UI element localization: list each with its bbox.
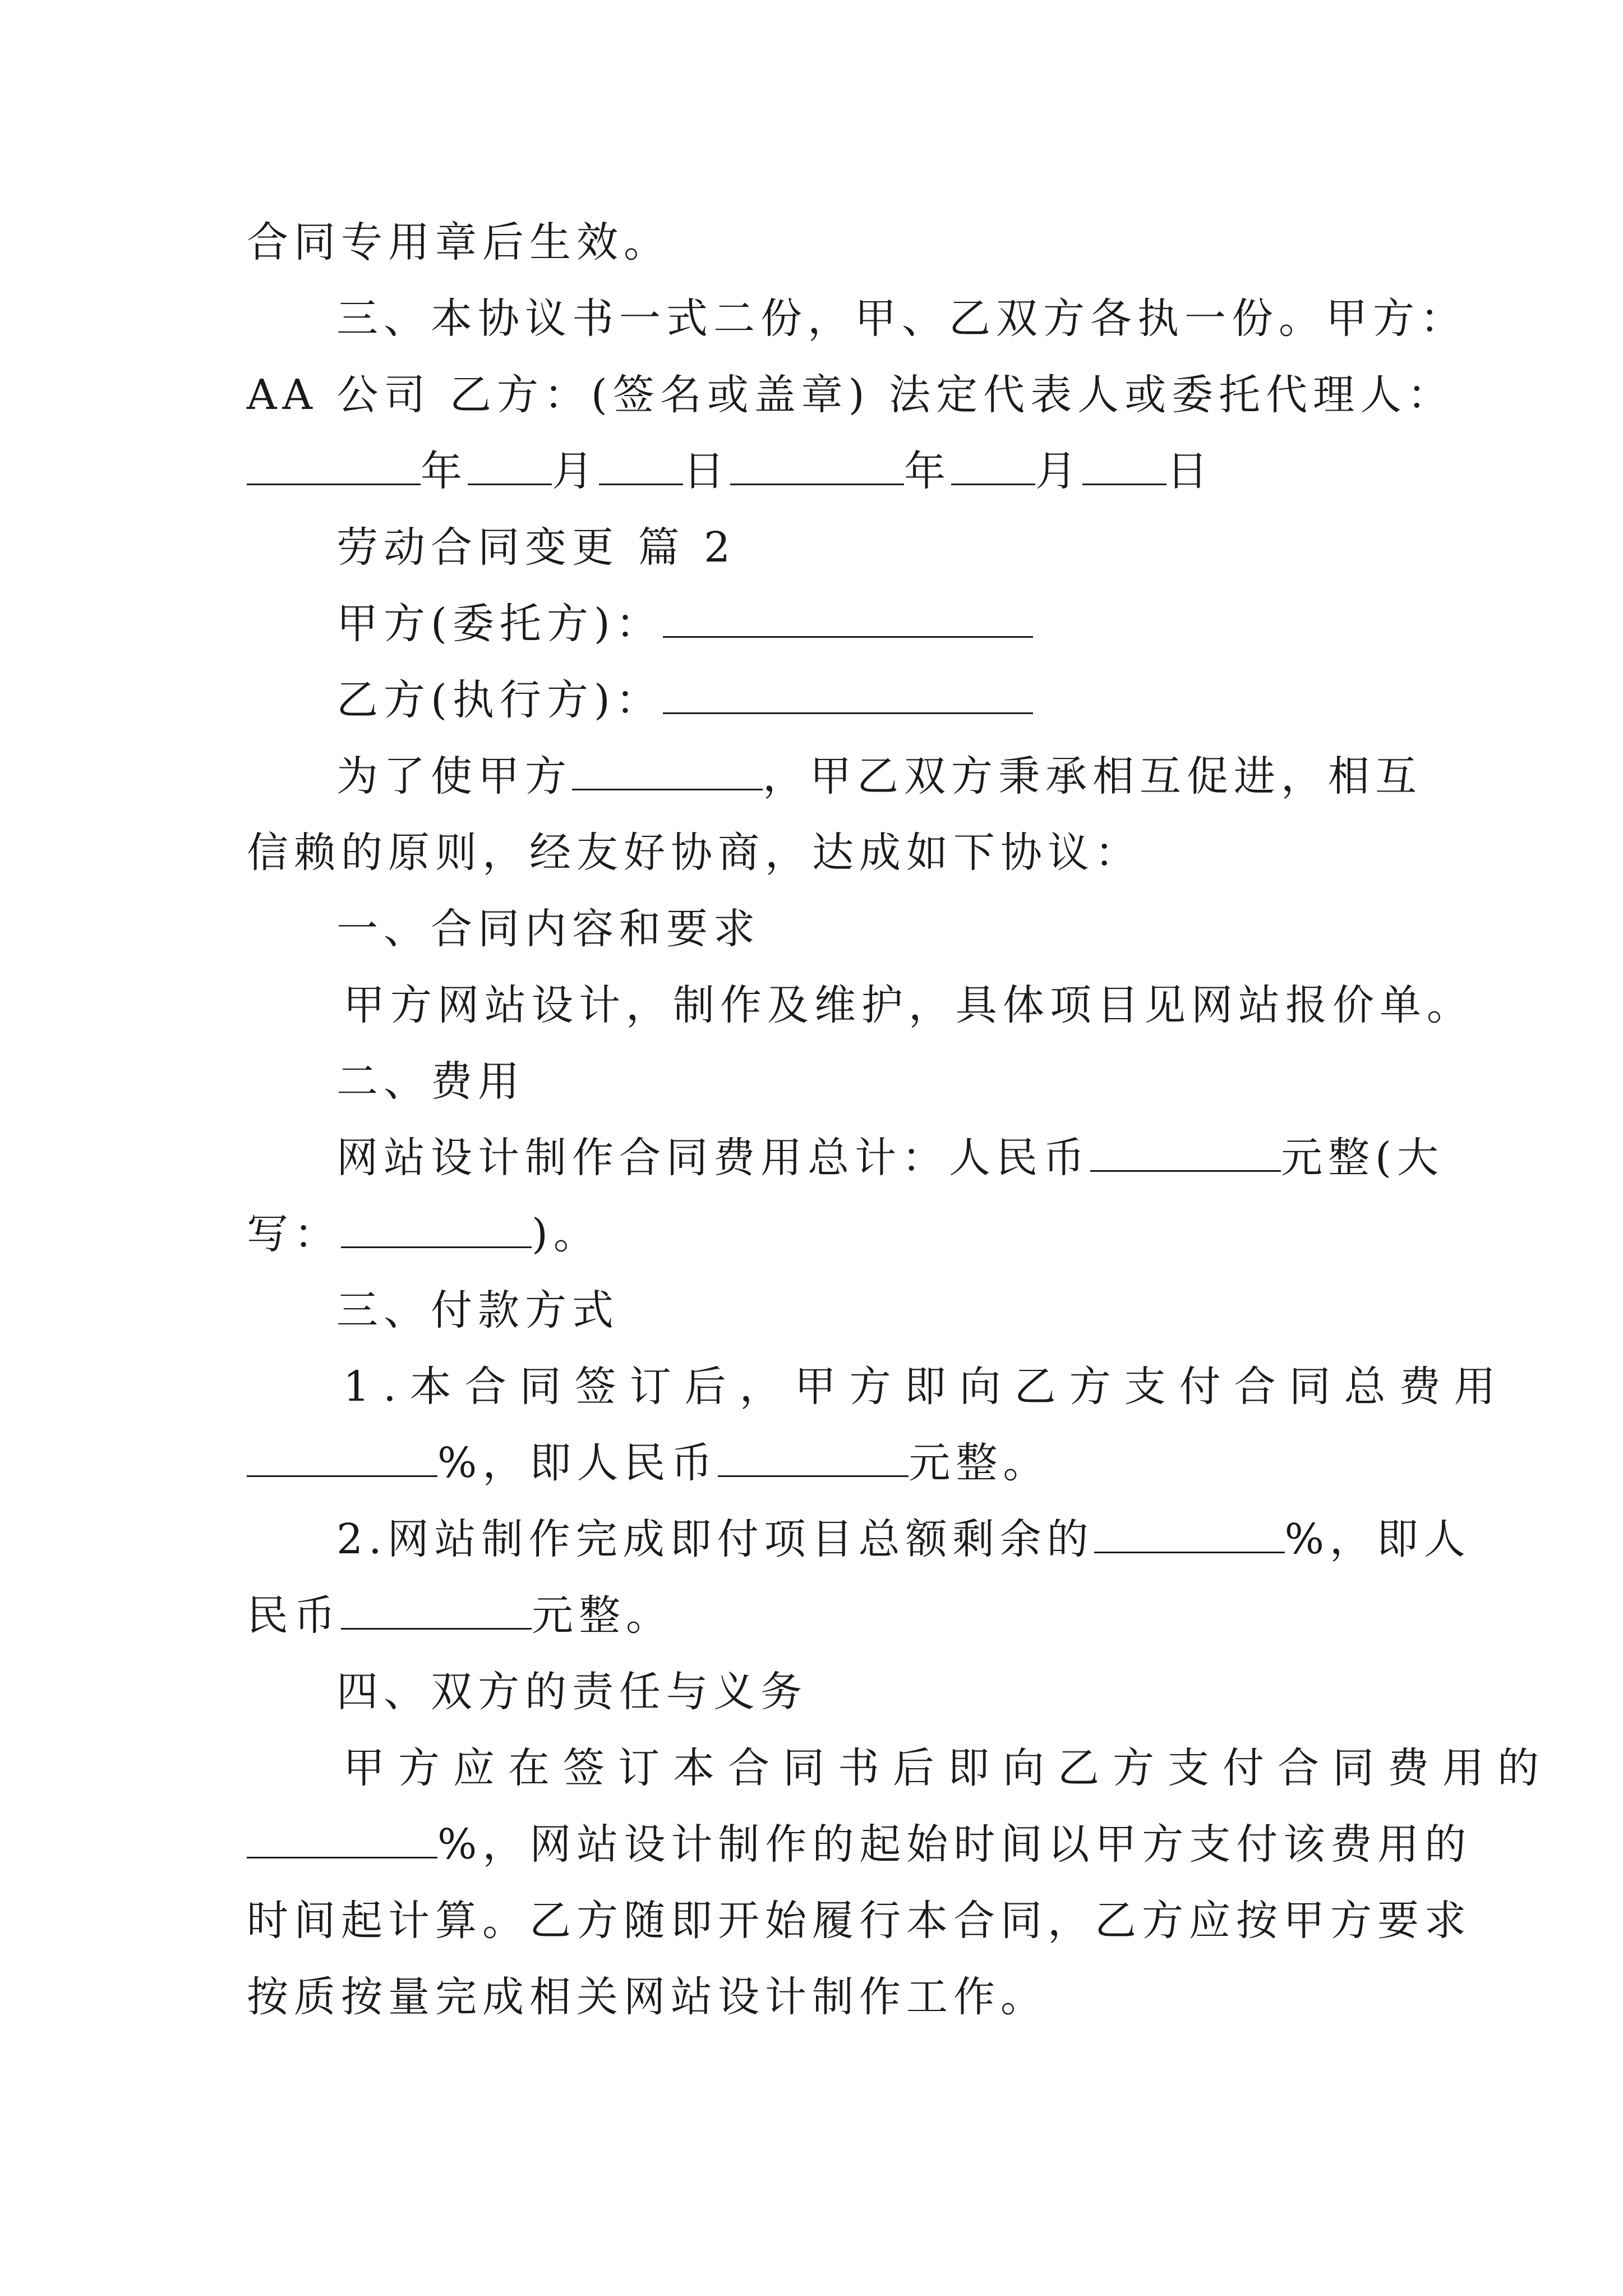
year-label: 年 <box>904 447 951 495</box>
paragraph-text: AA 公司 乙方：(签名或盖章) 法定代表人或委托代理人： <box>247 371 1455 419</box>
year-label: 年 <box>421 447 468 495</box>
text-line <box>336 672 1391 728</box>
text-line <box>247 1893 1472 1949</box>
blank-field <box>468 444 552 485</box>
blank-field <box>1082 444 1166 485</box>
section-heading <box>336 519 1391 576</box>
blank-field <box>247 1436 437 1477</box>
paragraph-text: 民币 <box>247 1591 341 1640</box>
paragraph-text: 网站设计制作合同费用总计：人民币 <box>336 1134 1090 1182</box>
text-line <box>336 291 1467 347</box>
paragraph-text: 元整(大 <box>1281 1134 1444 1182</box>
text-line <box>336 748 1422 804</box>
heading-text: 劳动合同变更 篇 2 <box>336 523 736 572</box>
blank-field <box>663 597 1033 638</box>
section-heading <box>336 1053 1391 1110</box>
paragraph-text: 甲方应在签订本合同书后即向乙方支付合同费用的 <box>343 1744 1552 1792</box>
blank-field <box>247 1818 437 1858</box>
blank-field <box>572 749 763 790</box>
text-line <box>343 1359 1509 1415</box>
text-line <box>343 977 1474 1033</box>
text-line <box>336 1130 1444 1186</box>
paragraph-text: 时间起计算。乙方随即开始履行本合同，乙方应按甲方要求 <box>247 1897 1472 1945</box>
heading-text: 一、合同内容和要求 <box>336 905 760 953</box>
blank-field <box>341 1589 532 1630</box>
heading-text: 三、付款方式 <box>336 1286 619 1335</box>
paragraph-text: 元整。 <box>532 1591 673 1640</box>
text-line <box>247 1816 1472 1872</box>
section-heading <box>336 1664 1391 1720</box>
blank-field <box>1094 1512 1285 1553</box>
paragraph-text: %，网站设计制作的起始时间以甲方支付该费用的 <box>437 1820 1472 1869</box>
month-label: 月 <box>1035 447 1082 495</box>
text-line <box>247 1435 1391 1491</box>
blank-field <box>341 1207 532 1248</box>
paragraph-text: 甲方网站设计，制作及维护，具体项目见网站报价单。 <box>343 981 1474 1029</box>
blank-field <box>951 444 1035 485</box>
paragraph-text: %，即人 <box>1284 1515 1471 1563</box>
text-line <box>247 214 1391 270</box>
text-line <box>343 1740 1552 1796</box>
day-label: 日 <box>1166 447 1214 495</box>
text-line <box>247 825 1391 881</box>
text-line <box>247 1206 1391 1262</box>
paragraph-text: 写： <box>247 1210 341 1258</box>
text-line <box>247 1588 1391 1644</box>
text-line <box>336 1511 1471 1567</box>
paragraph-text: 为了使甲方 <box>336 752 572 800</box>
date-line <box>247 443 1391 499</box>
paragraph-text: 合同专用章后生效。 <box>247 218 671 266</box>
blank-field <box>1090 1131 1281 1172</box>
text-line <box>247 1969 1391 2025</box>
party-b-label: 乙方(执行方)： <box>336 676 663 724</box>
paragraph-text: 2.网站制作完成即付项目总额剩余的 <box>336 1515 1094 1563</box>
paragraph-text: 信赖的原则，经友好协商，达成如下协议： <box>247 829 1142 877</box>
day-label: 日 <box>683 447 730 495</box>
blank-field <box>599 444 683 485</box>
paragraph-text: )。 <box>532 1210 601 1258</box>
blank-field <box>247 444 421 485</box>
section-heading <box>336 901 1391 957</box>
paragraph-text: 1.本合同签订后，甲方即向乙方支付合同总费用 <box>343 1363 1509 1411</box>
text-line <box>247 367 1455 423</box>
paragraph-text: 三、本协议书一式二份，甲、乙双方各执一份。甲方： <box>336 295 1467 343</box>
text-line <box>336 596 1391 652</box>
blank-field <box>718 1436 909 1477</box>
month-label: 月 <box>552 447 599 495</box>
paragraph-text: ，甲乙双方秉承相互促进，相互 <box>763 752 1422 800</box>
section-heading <box>336 1282 1391 1338</box>
paragraph-text: 元整。 <box>909 1439 1050 1487</box>
heading-text: 二、费用 <box>336 1057 525 1106</box>
party-a-label: 甲方(委托方)： <box>336 600 663 648</box>
blank-field <box>730 444 904 485</box>
paragraph-text: 按质按量完成相关网站设计制作工作。 <box>247 1973 1048 2021</box>
paragraph-text: %，即人民币 <box>437 1439 718 1487</box>
heading-text: 四、双方的责任与义务 <box>336 1668 808 1716</box>
blank-field <box>663 673 1033 714</box>
